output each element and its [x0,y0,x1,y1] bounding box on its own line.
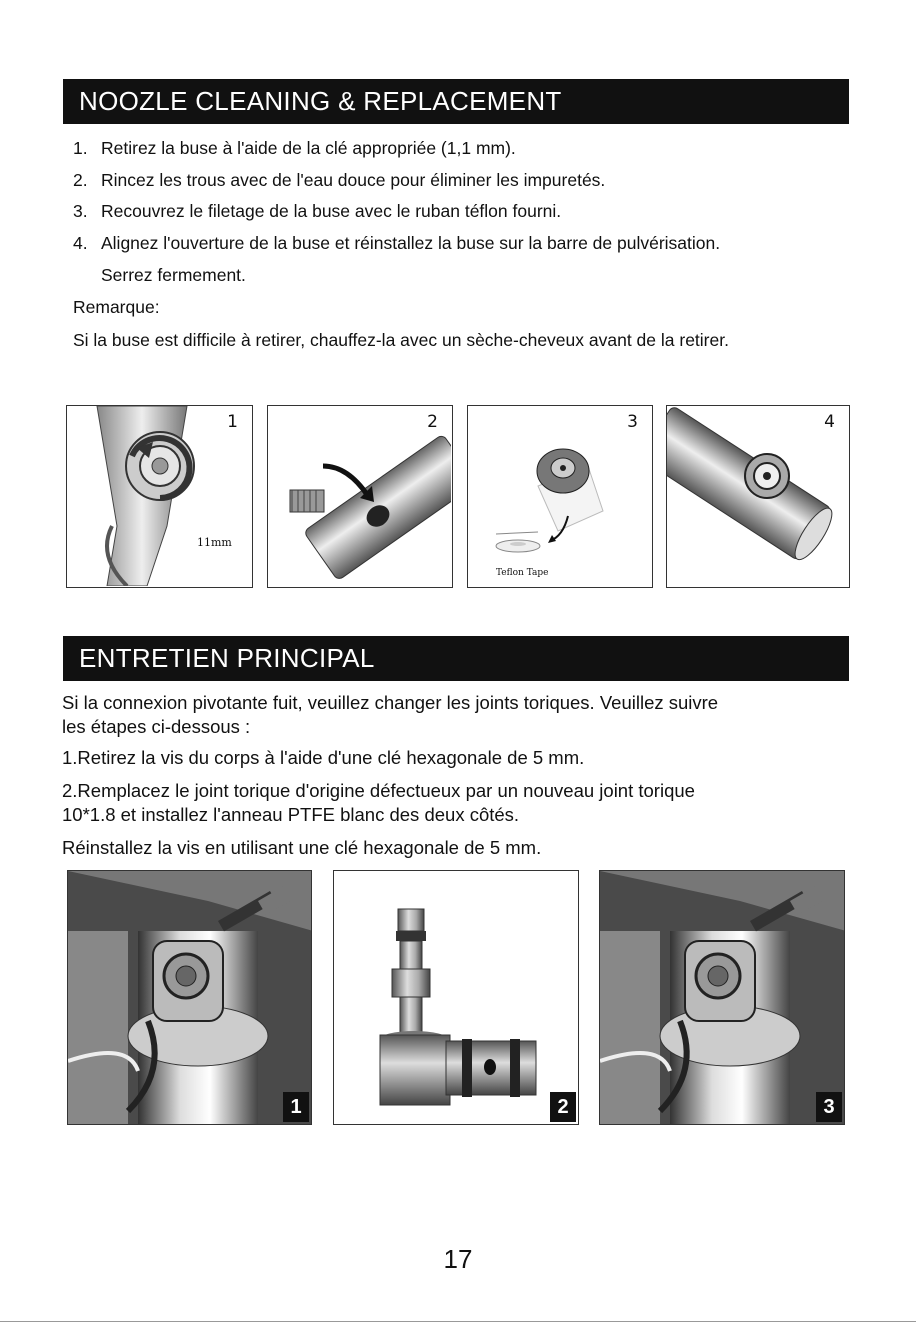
figure-number: 2 [427,412,438,432]
list-item [73,137,516,159]
figure-4 [666,405,850,588]
figure-2 [267,405,453,588]
step-number: 1. [73,138,88,158]
figure-label: Teflon Tape [496,568,549,578]
photo-2 [333,870,579,1125]
intro-text-line2: les étapes ci-dessous : [62,716,251,737]
list-item [73,232,720,254]
figure-number: 1 [227,412,238,432]
photo-3 [599,870,845,1125]
step-number: 2. [73,170,88,190]
maintenance-step-2-line2: 10*1.8 et installez l'anneau PTFE blanc des deux côtés. [62,804,520,825]
step-continuation: Serrez fermement. [101,265,246,285]
photo-number-badge: 2 [550,1092,576,1122]
figure-3 [467,405,653,588]
nozzle-installed-icon [667,406,848,586]
maintenance-step-1: 1.Retirez la vis du corps à l'aide d'une clé hexagonale de 5 mm. [62,747,585,768]
spray-bar-icon [268,406,451,586]
maintenance-step-3: Réinstallez la vis en utilisant une clé hexagonale de 5 mm. [62,837,542,858]
section-title-maintenance: ENTRETIEN PRINCIPAL [63,636,849,681]
step-text: Retirez la buse à l'aide de la clé appropriée (1,1 mm). [101,138,516,158]
wrench-icon [67,406,251,586]
note-text: Si la buse est difficile à retirer, chauffez-la avec un sèche-cheveux avant de la retirer. [73,330,729,350]
footer-divider [0,1321,916,1322]
section-title-nozzle: NOOZLE CLEANING & REPLACEMENT [63,79,849,124]
step-number: 3. [73,201,88,221]
list-item [73,169,605,191]
photo-number-badge: 3 [816,1092,842,1122]
teflon-tape-icon [468,406,651,586]
figure-number: 4 [824,412,835,432]
note-label: Remarque: [73,297,160,317]
figure-1 [66,405,253,588]
intro-text-line1: Si la connexion pivotante fuit, veuillez changer les joints toriques. Veuillez suivre [62,692,719,713]
swivel-connector-icon [68,871,312,1125]
photo-number-badge: 1 [283,1092,309,1122]
figure-label: 11mm [197,536,232,549]
figure-number: 3 [627,412,638,432]
step-number: 4. [73,233,88,253]
maintenance-step-2-line1: 2.Remplacez le joint torique d'origine défectueux par un nouveau joint torique [62,780,695,801]
step-text: Alignez l'ouverture de la buse et réinstallez la buse sur la barre de pulvérisation. [101,233,721,253]
swivel-connector-icon [600,871,845,1125]
list-item [73,200,561,222]
step-text: Recouvrez le filetage de la buse avec le ruban téflon fourni. [101,201,562,221]
step-text: Rincez les trous avec de l'eau douce pour éliminer les impuretés. [101,170,606,190]
photo-1 [67,870,312,1125]
swivel-screw-icon [334,871,579,1125]
page-number: 17 [443,1244,473,1274]
